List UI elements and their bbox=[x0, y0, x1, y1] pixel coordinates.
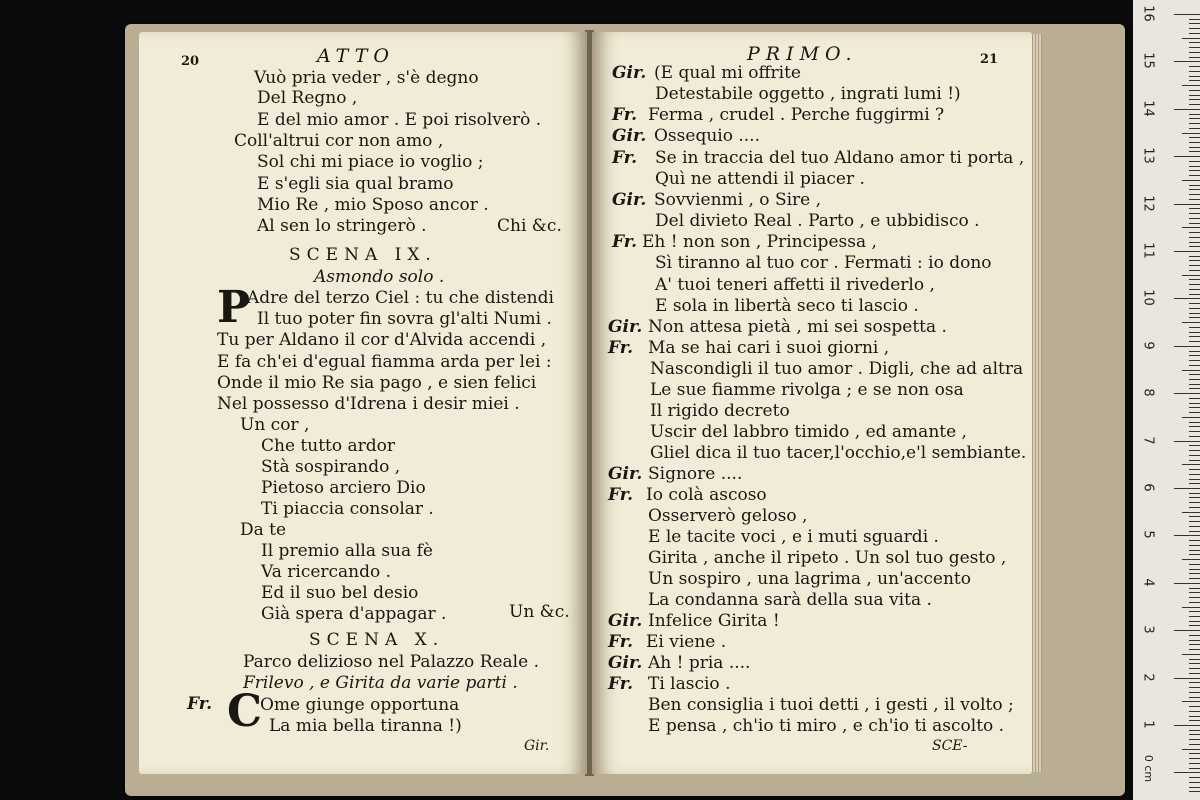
text-line: Ben consiglia i tuoi detti , i gesti , il volto ; bbox=[648, 695, 1014, 715]
ruler-tick bbox=[1182, 370, 1200, 371]
scene-heading: SCENA X. bbox=[309, 630, 445, 650]
ruler-tick bbox=[1189, 763, 1200, 764]
ruler-tick bbox=[1189, 706, 1200, 707]
ruler-tick bbox=[1189, 104, 1200, 105]
speaker-label: Fr. bbox=[608, 632, 634, 652]
scene-persons: Frilevo , e Girita da varie parti . bbox=[243, 673, 518, 693]
ruler-tick bbox=[1189, 313, 1200, 314]
ruler-tick bbox=[1189, 388, 1200, 389]
speaker-label: Fr. bbox=[612, 148, 638, 168]
ruler-number: 9 bbox=[1140, 341, 1156, 350]
ruler-tick bbox=[1189, 360, 1200, 361]
ruler-tick bbox=[1189, 407, 1200, 408]
ruler-tick bbox=[1189, 47, 1200, 48]
ruler-tick bbox=[1189, 213, 1200, 214]
text-line: Ei viene . bbox=[646, 632, 727, 652]
text-line: Ti piaccia consolar . bbox=[261, 499, 434, 519]
text-line: Ferma , crudel . Perche fuggirmi ? bbox=[648, 105, 945, 125]
text-line: La mia bella tiranna !) bbox=[269, 716, 462, 736]
ruler-tick bbox=[1174, 393, 1200, 394]
ruler-tick bbox=[1189, 57, 1200, 58]
ruler-tick bbox=[1189, 189, 1200, 190]
ruler-number: 11 bbox=[1140, 242, 1156, 259]
ruler-tick bbox=[1189, 616, 1200, 617]
ruler-tick bbox=[1189, 403, 1200, 404]
text-line: Sì tiranno al tuo cor . Fermati : io dono bbox=[655, 253, 992, 273]
ruler-tick bbox=[1182, 607, 1200, 608]
text-line: Osserverò geloso , bbox=[648, 506, 808, 526]
ruler-tick bbox=[1189, 279, 1200, 280]
cue-text: Un &c. bbox=[509, 602, 570, 622]
ruler-tick bbox=[1174, 678, 1200, 679]
ruler-tick bbox=[1189, 716, 1200, 717]
ruler-tick bbox=[1189, 118, 1200, 119]
ruler-tick bbox=[1189, 308, 1200, 309]
ruler-number: 3 bbox=[1140, 625, 1156, 634]
speaker-label: Gir. bbox=[608, 611, 643, 631]
ruler-tick bbox=[1182, 464, 1200, 465]
ruler-tick bbox=[1189, 33, 1200, 34]
ruler-tick bbox=[1189, 175, 1200, 176]
ruler-tick bbox=[1189, 791, 1200, 792]
ruler-tick bbox=[1189, 469, 1200, 470]
text-line: Tu per Aldano il cor d'Alvida accendi , bbox=[217, 330, 547, 350]
ruler-tick bbox=[1189, 474, 1200, 475]
right-page bbox=[592, 32, 1032, 774]
speaker-label: Gir. bbox=[612, 190, 647, 210]
ruler-tick bbox=[1189, 450, 1200, 451]
text-line: E sola in libertà seco ti lascio . bbox=[655, 296, 919, 316]
ruler-tick bbox=[1182, 227, 1200, 228]
ruler-tick bbox=[1189, 351, 1200, 352]
text-line: A' tuoi teneri affetti il rivederlo , bbox=[655, 275, 935, 295]
text-line: Al sen lo stringerò . bbox=[257, 216, 427, 236]
ruler-number: 15 bbox=[1140, 52, 1156, 70]
text-line: Ti lascio . bbox=[648, 674, 731, 694]
ruler-tick bbox=[1182, 654, 1200, 655]
text-line: Ah ! pria .... bbox=[648, 653, 751, 673]
measurement-ruler bbox=[1133, 0, 1200, 800]
speaker-label: Gir. bbox=[612, 126, 647, 146]
ruler-tick bbox=[1189, 90, 1200, 91]
text-line: Ossequio .... bbox=[654, 126, 760, 146]
ruler-number: 14 bbox=[1140, 100, 1156, 117]
text-line: Ed il suo bel desio bbox=[261, 583, 419, 603]
text-line: Se in traccia del tuo Aldano amor ti porta , bbox=[655, 148, 1025, 168]
ruler-tick bbox=[1189, 730, 1200, 731]
ruler-tick bbox=[1189, 332, 1200, 333]
ruler-tick bbox=[1189, 265, 1200, 266]
text-line: Che tutto ardor bbox=[261, 436, 396, 456]
ruler-tick bbox=[1189, 611, 1200, 612]
ruler-tick bbox=[1174, 535, 1200, 536]
catchword: SCE- bbox=[932, 738, 968, 754]
ruler-tick bbox=[1189, 71, 1200, 72]
ruler-tick bbox=[1182, 38, 1200, 39]
ruler-tick bbox=[1189, 659, 1200, 660]
ruler-tick bbox=[1182, 85, 1200, 86]
ruler-tick bbox=[1189, 692, 1200, 693]
ruler-tick bbox=[1189, 644, 1200, 645]
ruler-tick bbox=[1189, 787, 1200, 788]
ruler-tick bbox=[1189, 398, 1200, 399]
text-line: Un cor , bbox=[240, 415, 310, 435]
ruler-number: 12 bbox=[1140, 194, 1156, 212]
text-line: Onde il mio Re sia pago , e sien felici bbox=[217, 373, 537, 393]
ruler-tick bbox=[1189, 365, 1200, 366]
ruler-tick bbox=[1189, 114, 1200, 115]
ruler-tick bbox=[1189, 782, 1200, 783]
ruler-tick bbox=[1189, 355, 1200, 356]
ruler-tick bbox=[1174, 441, 1200, 442]
speaker-label: Gir. bbox=[608, 317, 643, 337]
ruler-number: 2 bbox=[1140, 672, 1156, 682]
ruler-tick bbox=[1174, 772, 1200, 773]
ruler-tick bbox=[1189, 460, 1200, 461]
speaker-label: Fr. bbox=[608, 674, 634, 694]
running-head: PRIMO. bbox=[747, 43, 858, 65]
ruler-tick bbox=[1189, 19, 1200, 20]
text-line: Coll'altrui cor non amo , bbox=[234, 131, 444, 151]
ruler-tick bbox=[1189, 550, 1200, 551]
text-line: Va ricercando . bbox=[261, 562, 392, 582]
scene-heading: SCENA IX. bbox=[289, 245, 437, 265]
ruler-tick bbox=[1189, 303, 1200, 304]
speaker-label: Gir. bbox=[608, 464, 643, 484]
ruler-tick bbox=[1189, 521, 1200, 522]
ruler-tick bbox=[1189, 507, 1200, 508]
ruler-tick bbox=[1189, 649, 1200, 650]
ruler-tick bbox=[1189, 199, 1200, 200]
ruler-tick bbox=[1189, 256, 1200, 257]
ruler-tick bbox=[1189, 23, 1200, 24]
ruler-tick bbox=[1189, 294, 1200, 295]
text-line: E fa ch'ei d'egual fiamma arda per lei : bbox=[217, 352, 552, 372]
ruler-tick bbox=[1189, 573, 1200, 574]
ruler-tick bbox=[1189, 422, 1200, 423]
text-line: Girita , anche il ripeto . Un sol tuo gesto , bbox=[648, 548, 1007, 568]
text-line: Ma se hai cari i suoi giorni , bbox=[648, 338, 890, 358]
ruler-tick bbox=[1189, 242, 1200, 243]
ruler-tick bbox=[1189, 95, 1200, 96]
ruler-tick bbox=[1189, 682, 1200, 683]
ruler-tick bbox=[1182, 180, 1200, 181]
text-line: La condanna sarà della sua vita . bbox=[648, 590, 932, 610]
ruler-tick bbox=[1189, 768, 1200, 769]
ruler-tick bbox=[1189, 635, 1200, 636]
ruler-tick bbox=[1174, 109, 1200, 110]
ruler-tick bbox=[1189, 569, 1200, 570]
ruler-tick bbox=[1182, 133, 1200, 134]
text-line: E del mio amor . E poi risolverò . bbox=[257, 110, 542, 130]
page-number: 21 bbox=[980, 52, 999, 67]
page-number: 20 bbox=[181, 54, 200, 69]
ruler-tick bbox=[1174, 14, 1200, 15]
ruler-tick bbox=[1189, 687, 1200, 688]
ruler-tick bbox=[1189, 284, 1200, 285]
text-line: Nel possesso d'Idrena i desir miei . bbox=[217, 394, 520, 414]
ruler-tick bbox=[1174, 346, 1200, 347]
text-line: Del divieto Real . Parto , e ubbidisco . bbox=[655, 211, 980, 231]
ruler-tick bbox=[1189, 99, 1200, 100]
ruler-tick bbox=[1182, 322, 1200, 323]
drop-cap: C bbox=[227, 686, 263, 737]
speaker-label: Fr. bbox=[612, 105, 638, 125]
ruler-tick bbox=[1189, 445, 1200, 446]
ruler-tick bbox=[1189, 142, 1200, 143]
ruler-tick bbox=[1189, 436, 1200, 437]
text-line: Eh ! non son , Principessa , bbox=[642, 232, 877, 252]
ruler-tick bbox=[1189, 137, 1200, 138]
text-line: Il rigido decreto bbox=[650, 401, 790, 421]
ruler-tick bbox=[1189, 564, 1200, 565]
ruler-tick bbox=[1189, 76, 1200, 77]
ruler-tick bbox=[1182, 417, 1200, 418]
ruler-tick bbox=[1189, 208, 1200, 209]
ruler-tick bbox=[1182, 701, 1200, 702]
ruler-tick bbox=[1189, 161, 1200, 162]
ruler-tick bbox=[1189, 246, 1200, 247]
ruler-tick bbox=[1189, 289, 1200, 290]
ruler-tick bbox=[1174, 251, 1200, 252]
ruler-tick bbox=[1189, 697, 1200, 698]
text-line: Da te bbox=[240, 520, 287, 540]
ruler-tick bbox=[1189, 640, 1200, 641]
text-line: E le tacite voci , e i muti sguardi . bbox=[648, 527, 939, 547]
text-line: Io colà ascoso bbox=[646, 485, 767, 505]
ruler-tick bbox=[1189, 317, 1200, 318]
ruler-tick bbox=[1174, 61, 1200, 62]
ruler-tick bbox=[1189, 223, 1200, 224]
ruler-number: 4 bbox=[1140, 578, 1156, 587]
ruler-tick bbox=[1189, 673, 1200, 674]
ruler-tick bbox=[1189, 588, 1200, 589]
text-line: Le sue fiamme rivolga ; e se non osa bbox=[650, 380, 964, 400]
ruler-tick bbox=[1189, 720, 1200, 721]
scene-persons: Asmondo solo . bbox=[314, 267, 445, 287]
ruler-tick bbox=[1189, 426, 1200, 427]
text-line: Uscir del labbro timido , ed amante , bbox=[650, 422, 967, 442]
text-line: Pietoso arciero Dio bbox=[261, 478, 426, 498]
ruler-tick bbox=[1189, 739, 1200, 740]
ruler-tick bbox=[1189, 80, 1200, 81]
text-line: Detestabile oggetto , ingrati lumi !) bbox=[655, 84, 961, 104]
speaker-label: Fr. bbox=[608, 485, 634, 505]
text-line: Adre del terzo Ciel : tu che distendi bbox=[247, 288, 554, 308]
catchword: Gir. bbox=[524, 738, 550, 754]
text-line: Non attesa pietà , mi sei sospetta . bbox=[648, 317, 947, 337]
ruler-tick bbox=[1189, 554, 1200, 555]
ruler-tick bbox=[1189, 431, 1200, 432]
ruler-tick bbox=[1189, 123, 1200, 124]
text-line: Vuò pria veder , s'è degno bbox=[254, 68, 479, 88]
speaker-label: Gir. bbox=[612, 63, 647, 83]
ruler-number: 1 bbox=[1140, 720, 1156, 729]
ruler-tick bbox=[1189, 336, 1200, 337]
ruler-tick bbox=[1182, 559, 1200, 560]
ruler-tick bbox=[1189, 531, 1200, 532]
ruler-tick bbox=[1189, 483, 1200, 484]
ruler-tick bbox=[1174, 298, 1200, 299]
ruler-tick bbox=[1189, 602, 1200, 603]
ruler-tick bbox=[1182, 275, 1200, 276]
text-line: Mio Re , mio Sposo ancor . bbox=[257, 195, 489, 215]
text-line: Signore .... bbox=[648, 464, 743, 484]
ruler-tick bbox=[1189, 597, 1200, 598]
text-line: Stà sospirando , bbox=[261, 457, 401, 477]
ruler-number: 5 bbox=[1140, 530, 1156, 540]
ruler-tick bbox=[1189, 455, 1200, 456]
ruler-tick bbox=[1189, 384, 1200, 385]
ruler-tick bbox=[1174, 725, 1200, 726]
ruler-tick bbox=[1182, 749, 1200, 750]
ruler-tick bbox=[1189, 621, 1200, 622]
ruler-tick bbox=[1189, 232, 1200, 233]
text-line: Sol chi mi piace io voglio ; bbox=[257, 152, 484, 172]
drop-cap: P bbox=[217, 282, 251, 333]
ruler-tick bbox=[1189, 170, 1200, 171]
ruler-tick bbox=[1174, 156, 1200, 157]
ruler-tick bbox=[1189, 502, 1200, 503]
ruler-tick bbox=[1189, 592, 1200, 593]
ruler-number: 16 bbox=[1140, 5, 1156, 22]
text-line: Il tuo poter fin sovra gl'alti Numi . bbox=[257, 309, 552, 329]
ruler-tick bbox=[1189, 668, 1200, 669]
ruler-tick bbox=[1189, 753, 1200, 754]
text-line: Nascondigli il tuo amor . Digli, che ad altra bbox=[650, 359, 1024, 379]
left-page bbox=[139, 32, 587, 774]
text-line: Gliel dica il tuo tacer,l'occhio,e'l sembiante. bbox=[650, 443, 1027, 463]
ruler-tick bbox=[1189, 28, 1200, 29]
ruler-tick bbox=[1189, 147, 1200, 148]
text-line: Già spera d'appagar . bbox=[261, 604, 447, 624]
speaker-label: Fr. bbox=[612, 232, 638, 252]
text-line: Sovvienmi , o Sire , bbox=[654, 190, 822, 210]
speaker-label: Gir. bbox=[608, 653, 643, 673]
ruler-tick bbox=[1189, 270, 1200, 271]
text-line: Infelice Girita ! bbox=[648, 611, 780, 631]
ruler-tick bbox=[1189, 374, 1200, 375]
ruler-tick bbox=[1189, 744, 1200, 745]
ruler-tick bbox=[1189, 66, 1200, 67]
ruler-tick bbox=[1182, 512, 1200, 513]
text-line: Un sospiro , una lagrima , un'accento bbox=[648, 569, 971, 589]
ruler-tick bbox=[1189, 711, 1200, 712]
ruler-tick bbox=[1189, 625, 1200, 626]
ruler-tick bbox=[1189, 540, 1200, 541]
ruler-tick bbox=[1174, 204, 1200, 205]
ruler-tick bbox=[1189, 497, 1200, 498]
ruler-tick bbox=[1189, 237, 1200, 238]
text-line: Ome giunge opportuna bbox=[260, 695, 460, 715]
text-line: Il premio alla sua fè bbox=[261, 541, 433, 561]
ruler-tick bbox=[1189, 777, 1200, 778]
ruler-number: 10 bbox=[1140, 289, 1156, 307]
ruler-tick bbox=[1189, 578, 1200, 579]
ruler-tick bbox=[1189, 545, 1200, 546]
running-head: ATTO bbox=[317, 45, 395, 67]
text-line: Quì ne attendi il piacer . bbox=[655, 169, 865, 189]
text-line: E s'egli sia qual bramo bbox=[257, 174, 454, 194]
scene-setting: Parco delizioso nel Palazzo Reale . bbox=[243, 652, 539, 672]
ruler-tick bbox=[1189, 663, 1200, 664]
ruler-number: 13 bbox=[1140, 147, 1156, 164]
ruler-tick bbox=[1174, 630, 1200, 631]
ruler-number: 6 bbox=[1140, 483, 1156, 492]
ruler-tick bbox=[1189, 479, 1200, 480]
text-line: E pensa , ch'io ti miro , e ch'io ti ascolto . bbox=[648, 716, 1005, 736]
ruler-tick bbox=[1189, 379, 1200, 380]
ruler-tick bbox=[1174, 488, 1200, 489]
ruler-tick bbox=[1189, 516, 1200, 517]
text-line: (E qual mi offrite bbox=[654, 63, 801, 83]
ruler-tick bbox=[1189, 128, 1200, 129]
ruler-tick bbox=[1189, 52, 1200, 53]
speaker-label: Fr. bbox=[608, 338, 634, 358]
ruler-tick bbox=[1189, 42, 1200, 43]
ruler-tick bbox=[1189, 526, 1200, 527]
text-line: Del Regno , bbox=[257, 88, 358, 108]
ruler-number: 7 bbox=[1140, 435, 1156, 445]
ruler-tick bbox=[1174, 583, 1200, 584]
ruler-tick bbox=[1189, 218, 1200, 219]
ruler-unit-label: 0 cm bbox=[1142, 754, 1156, 783]
ruler-number: 8 bbox=[1140, 388, 1156, 397]
ruler-tick bbox=[1189, 194, 1200, 195]
ruler-tick bbox=[1189, 166, 1200, 167]
ruler-tick bbox=[1189, 758, 1200, 759]
cue-text: Chi &c. bbox=[497, 216, 562, 236]
ruler-tick bbox=[1189, 734, 1200, 735]
ruler-tick bbox=[1189, 412, 1200, 413]
ruler-tick bbox=[1189, 327, 1200, 328]
ruler-tick bbox=[1189, 493, 1200, 494]
ruler-tick bbox=[1189, 185, 1200, 186]
ruler-tick bbox=[1189, 341, 1200, 342]
ruler-tick bbox=[1189, 260, 1200, 261]
speaker-label: Fr. bbox=[187, 694, 213, 714]
ruler-tick bbox=[1189, 151, 1200, 152]
